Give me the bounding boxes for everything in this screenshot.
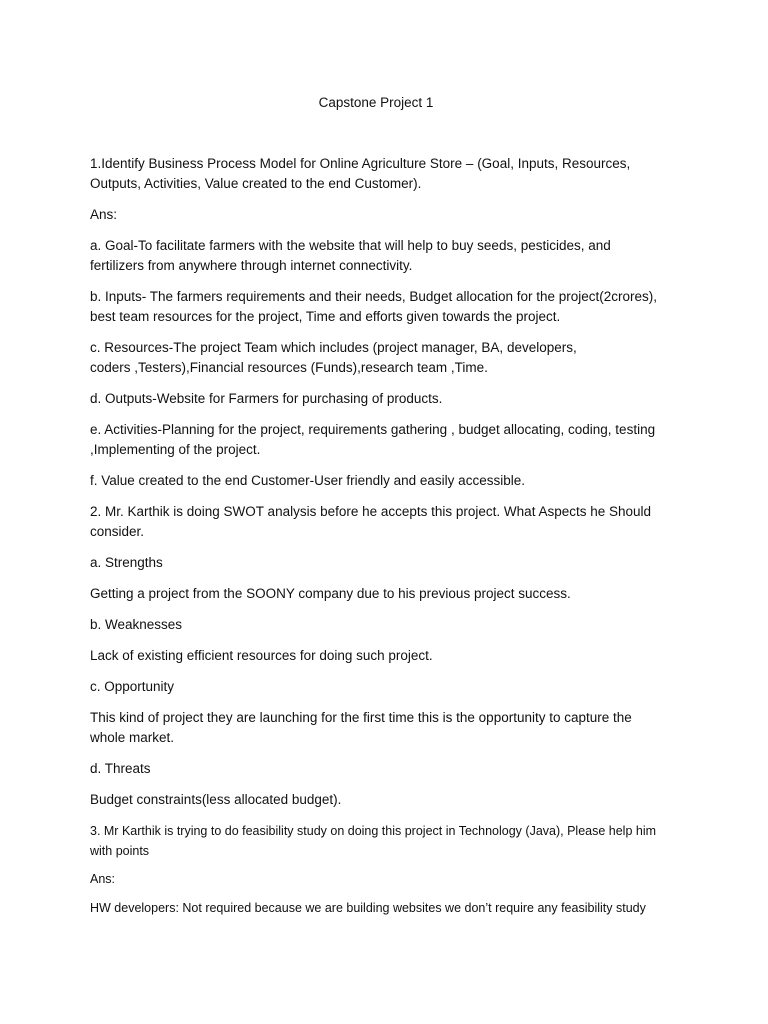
q1-question-line-2: Outputs, Activities, Value created to the end Customer).: [90, 176, 422, 191]
q1-activities-line-2: ,Implementing of the project.: [90, 442, 261, 457]
q2-question-line-1: 2. Mr. Karthik is doing SWOT analysis before he accepts this project. What Aspects he Should: [90, 504, 652, 519]
q1-question-line-1: 1.Identify Business Process Model for Online Agriculture Store – (Goal, Inputs, Resources,: [90, 156, 631, 171]
q2-strengths-text: Getting a project from the SOONY company due to his previous project success.: [90, 586, 571, 601]
q1-inputs-line-1: b. Inputs- The farmers requirements and their needs, Budget allocation for the project(2crores),: [90, 289, 658, 304]
q1-value-line: f. Value created to the end Customer-User friendly and easily accessible.: [90, 473, 525, 488]
q3-question-line-2: with points: [90, 844, 150, 858]
q3-question-line-1: 3. Mr Karthik is trying to do feasibility study on doing this project in Technology (Java), Please help him: [90, 824, 657, 838]
q2-opportunity-text-line-1: This kind of project they are launching for the first time this is the opportunity to capture the: [90, 710, 632, 725]
q2-weaknesses-text: Lack of existing efficient resources for doing such project.: [90, 648, 433, 663]
q2-threats-heading: d. Threats: [90, 761, 151, 776]
q3-hw-developers-line: HW developers: Not required because we are building websites we don’t require any feasibility study: [90, 901, 646, 915]
q2-opportunity-heading: c. Opportunity: [90, 679, 175, 694]
q2-question-line-2: consider.: [90, 524, 145, 539]
q2-threats-text: Budget constraints(less allocated budget).: [90, 792, 342, 807]
q1-resources-line-2: coders ,Testers),Financial resources (Funds),research team ,Time.: [90, 360, 488, 375]
q1-resources-line-1: c. Resources-The project Team which includes (project manager, BA, developers,: [90, 340, 577, 355]
q3-ans-label: Ans:: [90, 872, 116, 886]
q1-goal-line-1: a. Goal-To facilitate farmers with the website that will help to buy seeds, pesticides, and: [90, 238, 611, 253]
q1-activities-line-1: e. Activities-Planning for the project, requirements gathering , budget allocating, coding, testing: [90, 422, 656, 437]
page-title: Capstone Project 1: [318, 95, 434, 110]
q1-ans-label: Ans:: [90, 207, 118, 222]
q2-strengths-heading: a. Strengths: [90, 555, 163, 570]
q2-opportunity-text-line-2: whole market.: [90, 730, 175, 745]
q2-weaknesses-heading: b. Weaknesses: [90, 617, 183, 632]
q1-outputs-line: d. Outputs-Website for Farmers for purchasing of products.: [90, 391, 443, 406]
q1-inputs-line-2: best team resources for the project, Time and efforts given towards the project.: [90, 309, 561, 324]
q1-goal-line-2: fertilizers from anywhere through internet connectivity.: [90, 258, 413, 273]
